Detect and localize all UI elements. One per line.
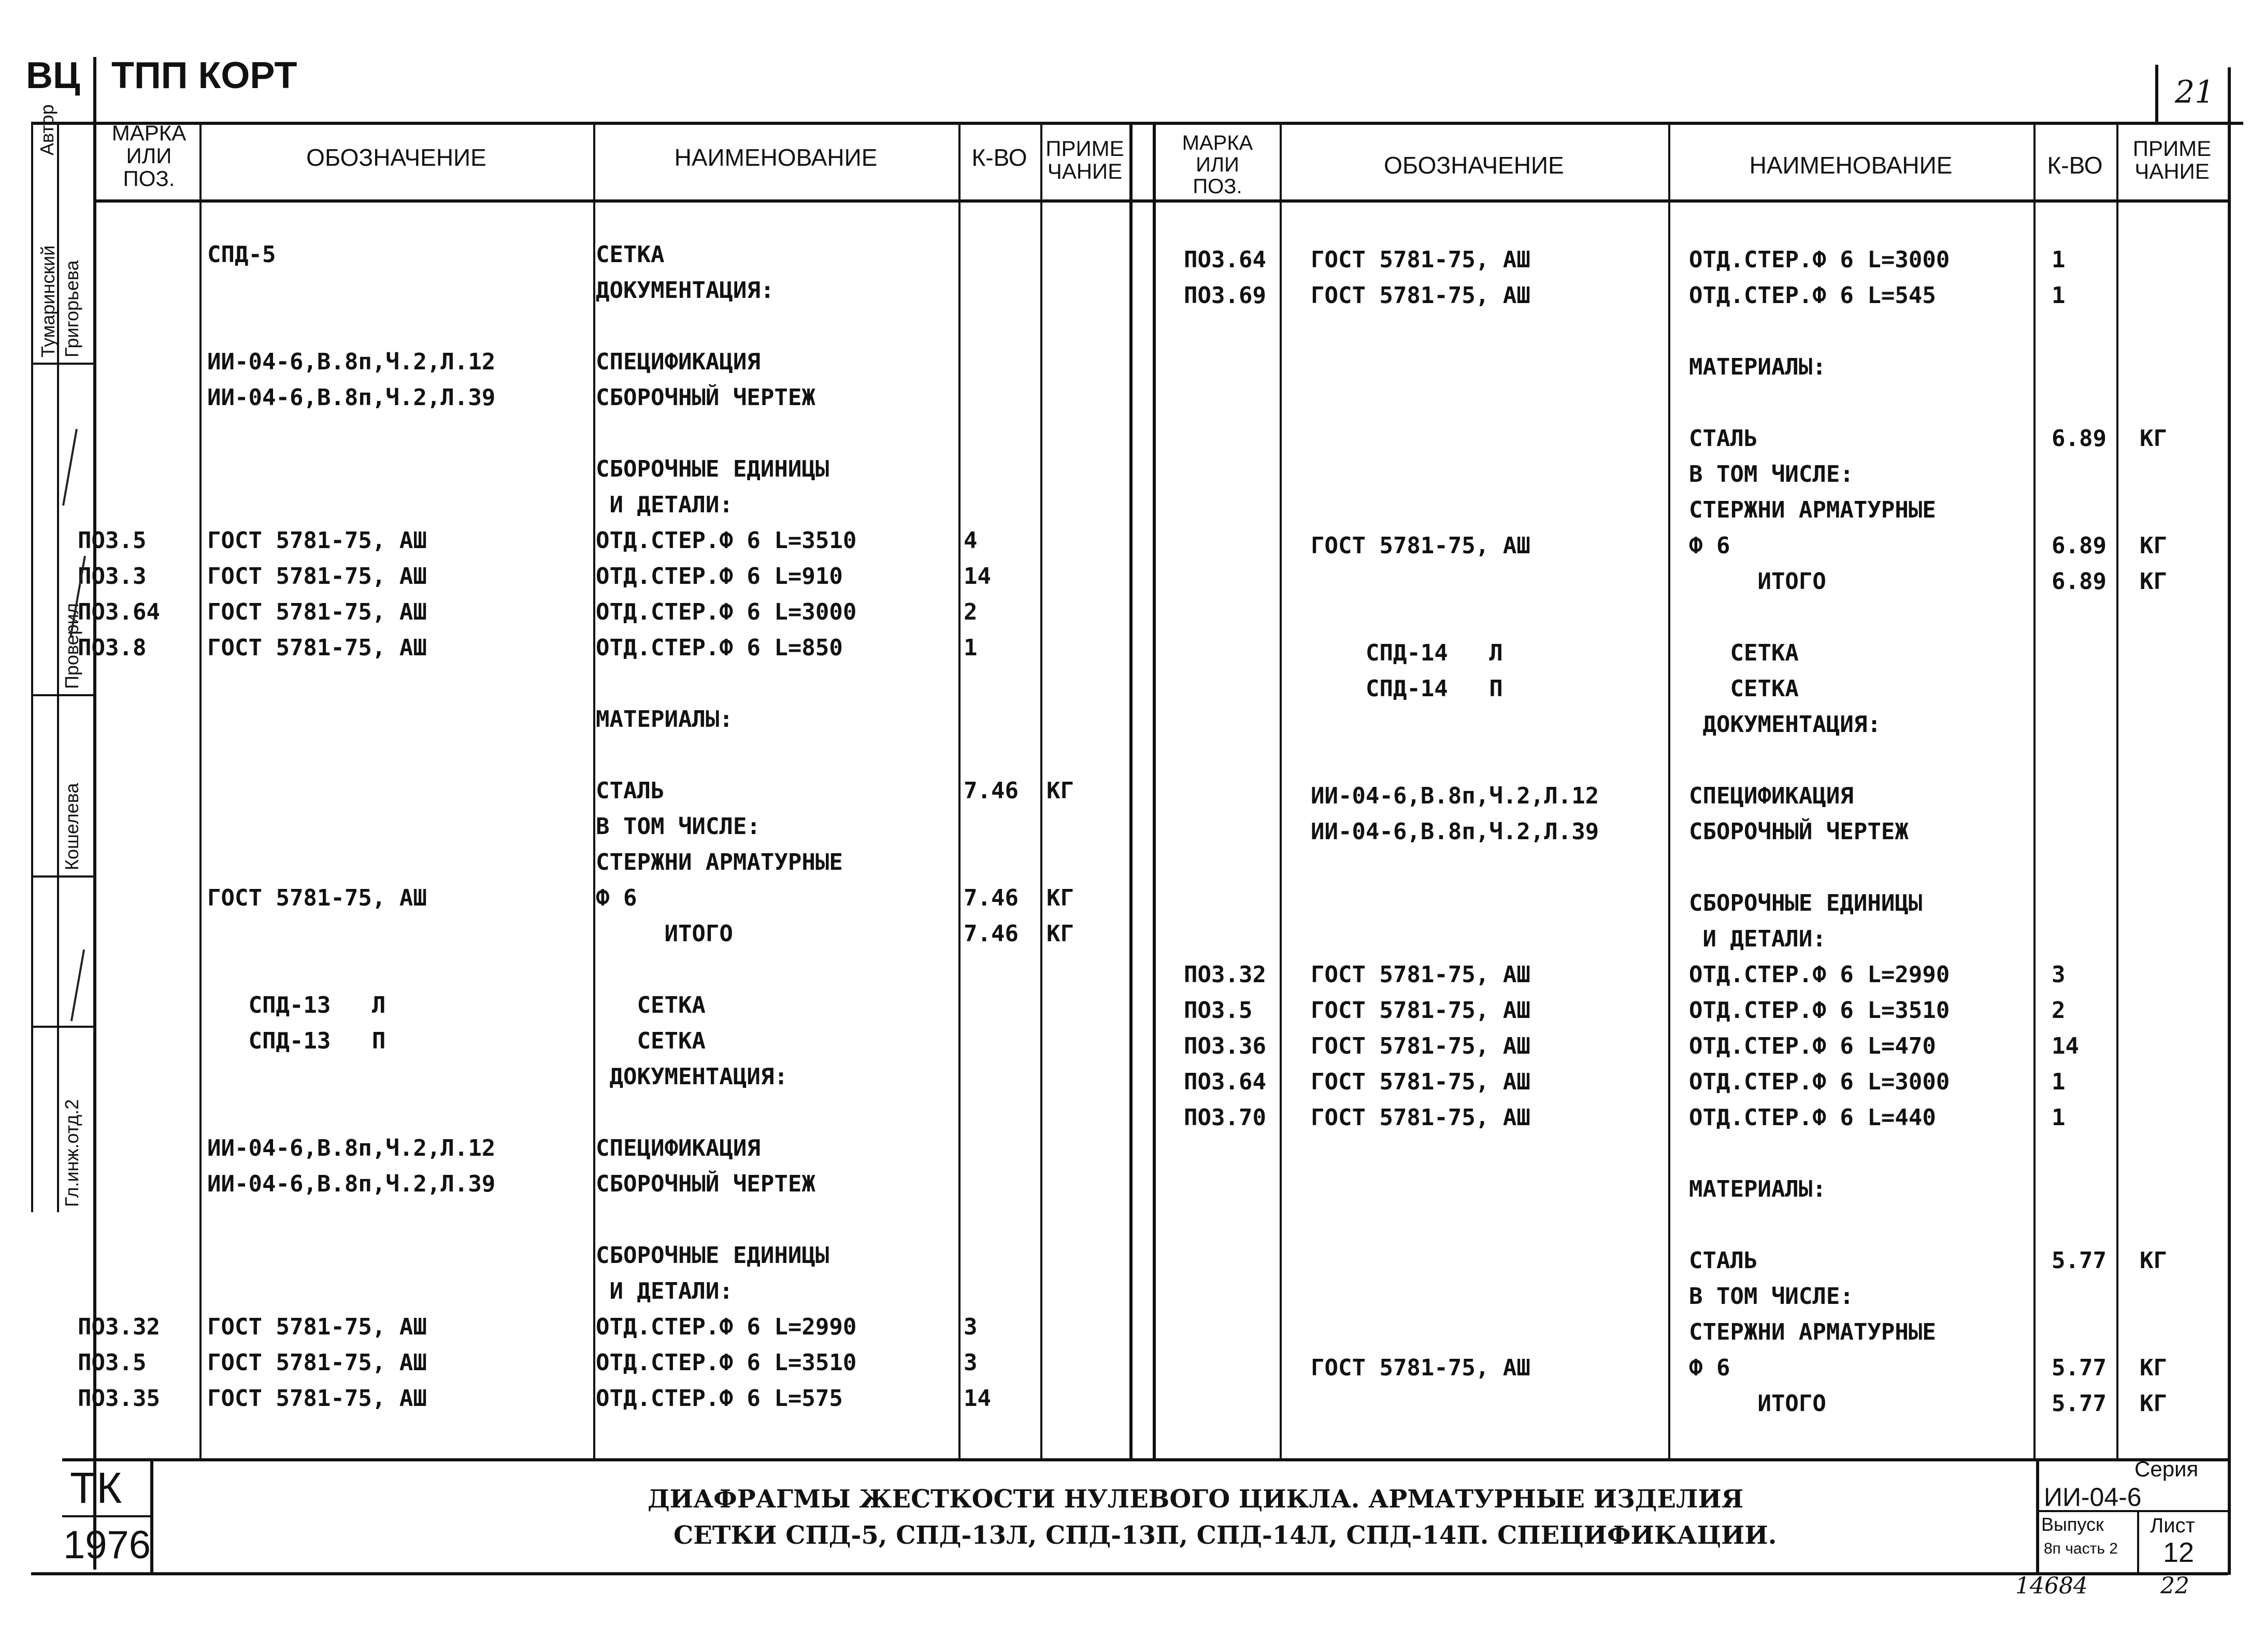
cell-qty: 3: [964, 1314, 978, 1340]
cell-mark: ПОЗ.36: [1184, 1033, 1266, 1059]
cell-mark: ПОЗ.35: [78, 1385, 160, 1412]
lt-col4: [1040, 122, 1042, 1458]
cell-designation: ГОСТ 5781-75, АШ: [207, 1349, 427, 1376]
cell-qty: 6.89: [2052, 568, 2107, 595]
cell-name: В ТОМ ЧИСЛЕ:: [1689, 1283, 1854, 1310]
cell-name: Ф 6: [1689, 1355, 1730, 1381]
side-label-grigorieva: Григорьева: [61, 260, 82, 357]
cell-designation: ИИ-04-6,В.8п,Ч.2,Л.39: [1311, 818, 1599, 845]
cell-qty: 14: [964, 563, 991, 590]
issue-label: Выпуск: [2041, 1514, 2104, 1535]
series-label: Серия: [2134, 1457, 2199, 1481]
drawing-title-line-1: ДИАФРАГМЫ ЖЕСТКОСТИ НУЛЕВОГО ЦИКЛА. АРМАТУРНЫЕ ИЗДЕЛИЯ: [648, 1485, 1744, 1514]
cell-name: ОТД.СТЕР.Ф 6 L=3510: [596, 527, 857, 554]
signature-mark-1: [62, 429, 78, 506]
cell-designation: ГОСТ 5781-75, АШ: [1311, 997, 1530, 1024]
organization-name: ТПП КОРТ: [111, 55, 297, 96]
cell-name: ОТД.СТЕР.Ф 6 L=575: [596, 1385, 843, 1412]
cell-qty: 14: [2052, 1033, 2079, 1059]
cell-name: И ДЕТАЛИ:: [596, 492, 733, 518]
cell-name: СТАЛЬ: [1689, 425, 1758, 452]
cell-qty: 14: [964, 1385, 991, 1412]
cell-name: ОТД.СТЕР.Ф 6 L=3000: [596, 599, 857, 625]
cell-note: КГ: [1047, 778, 1074, 804]
rt-header-designation: ОБОЗНАЧЕНИЕ: [1384, 152, 1564, 179]
signature-mark-3: [70, 950, 85, 1022]
page-number-box-border: [2155, 65, 2158, 122]
cell-qty: 7.46: [964, 921, 1019, 947]
cell-name: ДОКУМЕНТАЦИЯ:: [596, 277, 775, 304]
cell-name: СБОРОЧНЫЙ ЧЕРТЕЖ: [596, 1171, 815, 1197]
cell-qty: 3: [964, 1349, 978, 1376]
cell-mark: ПОЗ.64: [78, 599, 160, 625]
cell-name: СБОРОЧНЫЕ ЕДИНИЦЫ: [1689, 890, 1923, 916]
cell-mark: ПОЗ.64: [1184, 247, 1266, 273]
cell-mark: ПОЗ.69: [1184, 282, 1266, 309]
cell-qty: 5.77: [2052, 1247, 2107, 1274]
cell-name: СЕТКА: [596, 992, 706, 1018]
page-number: 21: [2175, 74, 2215, 110]
cell-designation: ГОСТ 5781-75, АШ: [207, 599, 427, 625]
stamp-tk: ТК: [70, 1463, 122, 1512]
cell-note: КГ: [2140, 1355, 2167, 1381]
side-divider-2: [31, 694, 93, 696]
cell-mark: ПОЗ.70: [1184, 1104, 1266, 1131]
cell-designation: ГОСТ 5781-75, АШ: [207, 1314, 427, 1340]
cell-name: И ДЕТАЛИ:: [596, 1278, 733, 1304]
cell-qty: 2: [2052, 997, 2066, 1024]
cell-qty: 1: [2052, 282, 2066, 309]
cell-qty: 3: [2052, 961, 2066, 988]
cell-name: ОТД.СТЕР.Ф 6 L=3510: [1689, 997, 1950, 1024]
cell-name: СЕТКА: [596, 1028, 706, 1054]
cell-name: ИТОГО: [596, 921, 733, 947]
table-separator-b: [1153, 122, 1156, 1458]
cell-designation: ГОСТ 5781-75, АШ: [207, 563, 427, 590]
tb-series-divider: [2036, 1458, 2039, 1572]
side-label-kosheleva: Кошелева: [61, 783, 82, 870]
cell-designation: ГОСТ 5781-75, АШ: [1311, 282, 1530, 309]
lt-col1: [199, 122, 202, 1458]
rt-col4: [2116, 122, 2118, 1458]
frame-bottom-line: [31, 1572, 2228, 1575]
rt-col1: [1280, 122, 1282, 1458]
lt-header-qty: К-ВО: [971, 144, 1027, 171]
cell-qty: 4: [964, 527, 978, 554]
lt-header-designation: ОБОЗНАЧЕНИЕ: [306, 144, 486, 171]
issue-value: 8п часть 2: [2044, 1540, 2118, 1557]
cell-name: ДОКУМЕНТАЦИЯ:: [596, 1064, 788, 1090]
cell-mark: ПОЗ.32: [78, 1314, 160, 1340]
cell-designation: ИИ-04-6,В.8п,Ч.2,Л.12: [207, 1135, 496, 1161]
inventory-number: 14684: [2015, 1573, 2088, 1599]
stamp-year: 1976: [63, 1523, 151, 1567]
sheet-label: Лист: [2150, 1514, 2195, 1537]
cell-name: СБОРОЧНЫЙ ЧЕРТЕЖ: [1689, 818, 1909, 845]
cell-name: ОТД.СТЕР.Ф 6 L=3000: [1689, 247, 1950, 273]
cell-name: Ф 6: [1689, 533, 1730, 559]
lt-header-name: НАИМЕНОВАНИЕ: [674, 144, 878, 171]
cell-name: Ф 6: [596, 885, 637, 911]
cell-name: СТЕРЖНИ АРМАТУРНЫЕ: [1689, 1319, 1936, 1345]
cell-designation: ГОСТ 5781-75, АШ: [1311, 1069, 1530, 1095]
footer-page-number: 22: [2160, 1573, 2189, 1599]
cell-mark: ПОЗ.5: [78, 527, 147, 554]
lt-col2: [593, 122, 595, 1458]
cell-note: КГ: [2140, 425, 2167, 452]
rt-header-qty: К-ВО: [2047, 152, 2103, 179]
cell-note: КГ: [1047, 885, 1074, 911]
frame-top-line: [31, 122, 2243, 125]
cell-designation: ГОСТ 5781-75, АШ: [207, 635, 427, 661]
cell-name: В ТОМ ЧИСЛЕ:: [1689, 461, 1854, 487]
rt-header-name: НАИМЕНОВАНИЕ: [1749, 152, 1953, 179]
side-divider-3: [31, 875, 93, 878]
cell-designation: ГОСТ 5781-75, АШ: [207, 527, 427, 554]
drawing-title-line-2: СЕТКИ СПД-5, СПД-13Л, СПД-13П, СПД-14Л, СПД-14П. СПЕЦИФИКАЦИИ.: [674, 1521, 1777, 1550]
cell-qty: 6.89: [2052, 533, 2107, 559]
cell-name: ОТД.СТЕР.Ф 6 L=545: [1689, 282, 1936, 309]
cell-designation: ГОСТ 5781-75, АШ: [1311, 1104, 1530, 1131]
cell-designation: СПД-13 Л: [207, 992, 386, 1018]
side-divider-4: [31, 1026, 93, 1028]
side-label-chief-engineer: Гл.инж.отд.2: [61, 1099, 82, 1207]
lt-header-mark: МАРКА ИЛИ ПОЗ.: [111, 121, 187, 191]
cell-mark: ПОЗ.3: [78, 563, 147, 590]
cell-name: ОТД.СТЕР.Ф 6 L=3000: [1689, 1069, 1950, 1095]
cell-designation: ГОСТ 5781-75, АШ: [1311, 961, 1530, 988]
cell-designation: ИИ-04-6,В.8п,Ч.2,Л.39: [207, 384, 496, 411]
cell-name: СТАЛЬ: [1689, 1247, 1758, 1274]
titleblock-top-line: [62, 1458, 2228, 1461]
side-divider-1: [31, 363, 93, 365]
left-code: ВЦ: [26, 55, 80, 96]
cell-qty: 7.46: [964, 885, 1019, 911]
cell-name: ДОКУМЕНТАЦИЯ:: [1689, 711, 1881, 738]
cell-name: ОТД.СТЕР.Ф 6 L=470: [1689, 1033, 1936, 1059]
cell-name: СПЕЦИФИКАЦИЯ: [596, 1135, 761, 1161]
cell-qty: 1: [2052, 247, 2066, 273]
cell-designation: ИИ-04-6,В.8п,Ч.2,Л.39: [207, 1171, 496, 1197]
cell-name: МАТЕРИАЛЫ:: [1689, 1176, 1826, 1202]
cell-qty: 2: [964, 599, 978, 625]
cell-designation: ИИ-04-6,В.8п,Ч.2,Л.12: [207, 349, 496, 375]
cell-qty: 5.77: [2052, 1355, 2107, 1381]
cell-designation: ГОСТ 5781-75, АШ: [207, 1385, 427, 1412]
cell-designation: ГОСТ 5781-75, АШ: [207, 885, 427, 911]
cell-name: СБОРОЧНЫЙ ЧЕРТЕЖ: [596, 384, 815, 411]
cell-name: СПЕЦИФИКАЦИЯ: [596, 349, 761, 375]
side-label-checked: Проверил: [61, 603, 82, 689]
cell-note: КГ: [2140, 533, 2167, 559]
cell-qty: 1: [2052, 1069, 2066, 1095]
cell-qty: 1: [964, 635, 978, 661]
header-divider: [93, 199, 2228, 203]
tb-stamp-mid: [62, 1515, 150, 1517]
cell-note: КГ: [1047, 921, 1074, 947]
cell-name: ОТД.СТЕР.Ф 6 L=850: [596, 635, 843, 661]
cell-name: ИТОГО: [1689, 568, 1826, 595]
cell-name: ИТОГО: [1689, 1390, 1826, 1417]
side-label-tumarinsky: Тумаринский: [37, 245, 59, 357]
cell-note: КГ: [2140, 1247, 2167, 1274]
cell-mark: ПОЗ.64: [1184, 1069, 1266, 1095]
cell-name: СБОРОЧНЫЕ ЕДИНИЦЫ: [596, 456, 829, 482]
cell-designation: ГОСТ 5781-75, АШ: [1311, 1355, 1530, 1381]
cell-designation: ГОСТ 5781-75, АШ: [1311, 1033, 1530, 1059]
cell-name: СЕТКА: [1689, 676, 1799, 702]
frame-left-line: [93, 57, 96, 1570]
cell-name: ОТД.СТЕР.Ф 6 L=440: [1689, 1104, 1936, 1131]
cell-name: ОТД.СТЕР.Ф 6 L=2990: [596, 1314, 857, 1340]
rt-header-mark: МАРКА ИЛИ ПОЗ.: [1182, 132, 1253, 198]
cell-name: СБОРОЧНЫЕ ЕДИНИЦЫ: [596, 1242, 829, 1269]
table-separator-a: [1129, 122, 1133, 1458]
cell-name: В ТОМ ЧИСЛЕ:: [596, 813, 761, 840]
cell-designation: СПД-14 Л: [1311, 640, 1503, 666]
cell-qty: 7.46: [964, 778, 1019, 804]
lt-col3: [958, 122, 961, 1458]
cell-name: МАТЕРИАЛЫ:: [596, 706, 733, 732]
rt-col3: [2033, 122, 2036, 1458]
frame-right-line: [2228, 67, 2231, 1575]
cell-designation: ГОСТ 5781-75, АШ: [1311, 533, 1530, 559]
cell-name: МАТЕРИАЛЫ:: [1689, 354, 1826, 380]
cell-name: СПЕЦИФИКАЦИЯ: [1689, 783, 1854, 809]
side-label-author: Автор: [36, 104, 58, 155]
cell-designation: ГОСТ 5781-75, АШ: [1311, 247, 1530, 273]
cell-name: ОТД.СТЕР.Ф 6 L=2990: [1689, 961, 1950, 988]
series-value: ИИ-04-6: [2044, 1483, 2142, 1512]
cell-designation: СПД-5: [207, 241, 276, 268]
cell-qty: 6.89: [2052, 425, 2107, 452]
cell-qty: 1: [2052, 1104, 2066, 1131]
cell-name: СТЕРЖНИ АРМАТУРНЫЕ: [1689, 497, 1936, 523]
cell-mark: ПОЗ.5: [1184, 997, 1253, 1024]
cell-name: СЕТКА: [1689, 640, 1799, 666]
cell-name: СТЕРЖНИ АРМАТУРНЫЕ: [596, 849, 843, 875]
cell-name: И ДЕТАЛИ:: [1689, 926, 1826, 952]
cell-note: КГ: [2140, 568, 2167, 595]
cell-mark: ПОЗ.32: [1184, 961, 1266, 988]
cell-mark: ПОЗ.5: [78, 1349, 147, 1376]
cell-name: ОТД.СТЕР.Ф 6 L=3510: [596, 1349, 857, 1376]
cell-name: СЕТКА: [596, 241, 665, 268]
rt-header-note: ПРИМЕ ЧАНИЕ: [2132, 136, 2212, 184]
cell-designation: СПД-13 П: [207, 1028, 386, 1054]
side-stamp-outer-line: [31, 124, 33, 1212]
cell-designation: СПД-14 П: [1311, 676, 1503, 702]
rt-col2: [1668, 122, 1670, 1458]
lt-header-note: ПРИМЕ ЧАНИЕ: [1045, 136, 1124, 184]
cell-qty: 5.77: [2052, 1390, 2107, 1417]
sheet-value: 12: [2163, 1537, 2195, 1568]
cell-name: ОТД.СТЕР.Ф 6 L=910: [596, 563, 843, 590]
cell-designation: ИИ-04-6,В.8п,Ч.2,Л.12: [1311, 783, 1599, 809]
cell-name: СТАЛЬ: [596, 778, 665, 804]
cell-note: КГ: [2140, 1390, 2167, 1417]
cell-mark: ПОЗ.8: [78, 635, 147, 661]
tb-sheet-divider: [2137, 1510, 2139, 1572]
